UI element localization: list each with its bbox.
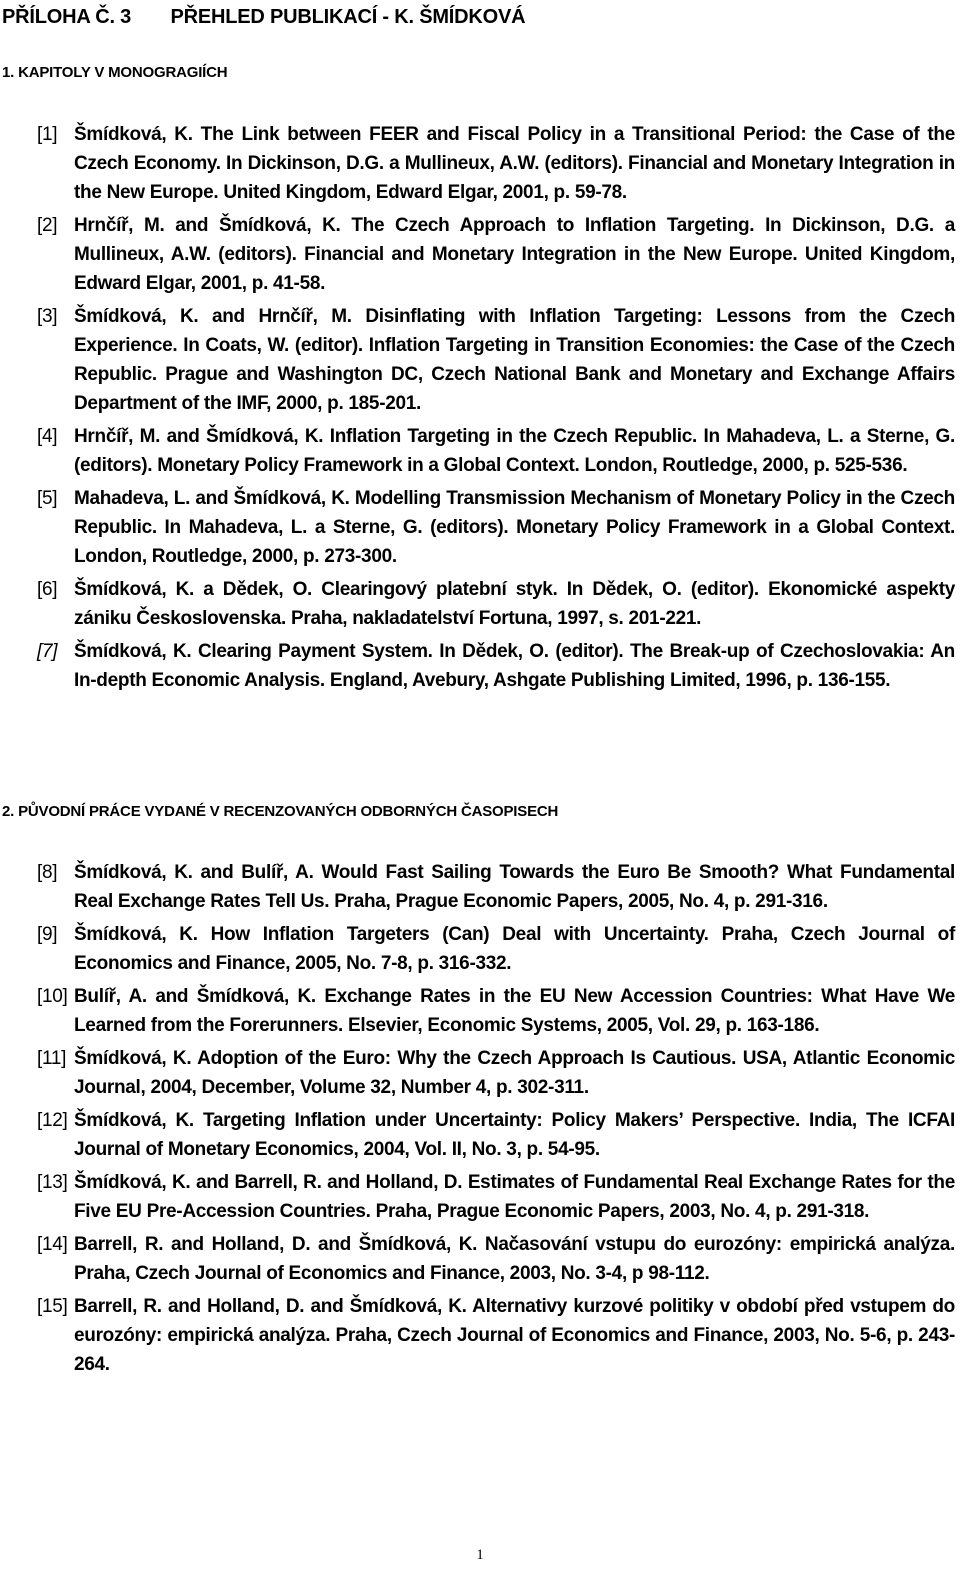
reference-item [0, 302, 960, 418]
reference-item [0, 1292, 960, 1379]
reference-text: Šmídková, K. The Link between FEER and Fiscal Policy in a Transitional Period: the Case of the Czech Economy. In Dickinson, D.G. a Mullineux, A.W. (editors). Financial and Monetary Integration in the New Europe. United Kingdom, Edward Elgar, 2001, p. 59-78. [74, 124, 955, 203]
reference-item [0, 211, 960, 298]
reference-text: Barrell, R. and Holland, D. and Šmídková, K. Načasování vstupu do eurozóny: empirická analýza. Praha, Czech Journal of Economics and Finance, 2003, No. 3-4, p 98-112. [74, 1234, 955, 1284]
reference-item [0, 1230, 960, 1288]
reference-item [0, 982, 960, 1040]
page-number: 1 [476, 1547, 484, 1563]
reference-number: [9] [37, 924, 58, 945]
reference-text: Šmídková, K. and Barrell, R. and Holland, D. Estimates of Fundamental Real Exchange Rates for the Five EU Pre-Accession Countries. Praha, Prague Economic Papers, 2003, No. 4, p. 291-318. [74, 1172, 955, 1222]
reference-item [0, 1168, 960, 1226]
reference-number: [3] [37, 306, 58, 327]
reference-number: [2] [37, 215, 58, 236]
reference-number: [6] [37, 579, 58, 600]
reference-item [0, 637, 960, 695]
reference-text: Šmídková, K. How Inflation Targeters (Can) Deal with Uncertainty. Praha, Czech Journal of Economics and Finance, 2005, No. 7-8, p. 316-332. [74, 924, 955, 974]
reference-text: Šmídková, K. and Hrnčíř, M. Disinflating with Inflation Targeting: Lessons from the Czech Experience. In Coats, W. (editor). Inflation Targeting in Transition Economies: the Case of the Czech Republic. Prague and Washington DC, Czech National Bank and Monetary and Exchange Affairs Department of the IMF, 2000, p. 185-201. [74, 306, 955, 414]
reference-item [0, 920, 960, 978]
reference-item [0, 484, 960, 571]
reference-text: Hrnčíř, M. and Šmídková, K. Inflation Targeting in the Czech Republic. In Mahadeva, L. a Sterne, G. (editors). Monetary Policy Framework in a Global Context. London, Routledge, 2000, p. 525-536. [74, 426, 955, 476]
reference-number: [10] [37, 986, 68, 1007]
reference-item [0, 1106, 960, 1164]
page-title: PŘEHLED PUBLIKACÍ - K. ŠMÍDKOVÁ [170, 6, 526, 28]
annex-label: PŘÍLOHA Č. 3 [2, 6, 132, 28]
reference-text: Bulíř, A. and Šmídková, K. Exchange Rates in the EU New Accession Countries: What Have We Learned from the Forerunners. Elsevier, Economic Systems, 2005, Vol. 29, p. 163-186. [74, 986, 955, 1036]
reference-item [0, 1044, 960, 1102]
reference-number: [1] [37, 124, 58, 145]
reference-text: Šmídková, K. Targeting Inflation under Uncertainty: Policy Makers’ Perspective. India, The ICFAI Journal of Monetary Economics, 2004, Vol. II, No. 3, p. 54-95. [74, 1110, 955, 1160]
reference-text: Šmídková, K. Clearing Payment System. In Dědek, O. (editor). The Break-up of Czechoslovakia: An In-depth Economic Analysis. England, Avebury, Ashgate Publishing Limited, 1996, p. 136-155. [74, 641, 955, 691]
reference-number: [4] [37, 426, 58, 447]
reference-number: [11] [37, 1048, 67, 1069]
reference-text: Hrnčíř, M. and Šmídková, K. The Czech Approach to Inflation Targeting. In Dickinson, D.G. a Mullineux, A.W. (editors). Financial and Monetary Integration in the New Europe. United Kingdom, Edward Elgar, 2001, p. 41-58. [74, 215, 955, 294]
reference-text: Barrell, R. and Holland, D. and Šmídková, K. Alternativy kurzové politiky v období před vstupem do eurozóny: empirická analýza. Praha, Czech Journal of Economics and Finance, 2003, No. 5-6, p. 243-264. [74, 1296, 955, 1375]
reference-number: [8] [37, 862, 58, 883]
reference-number: [7] [37, 641, 58, 662]
reference-text: Šmídková, K. and Bulíř, A. Would Fast Sailing Towards the Euro Be Smooth? What Fundamental Real Exchange Rates Tell Us. Praha, Prague Economic Papers, 2005, No. 4, p. 291-316. [74, 862, 955, 912]
reference-text: Šmídková, K. a Dědek, O. Clearingový platební styk. In Dědek, O. (editor). Ekonomické aspekty zániku Československa. Praha, nakladatelství Fortuna, 1997, s. 201-221. [74, 579, 955, 629]
reference-number: [5] [37, 488, 58, 509]
reference-number: [12] [37, 1110, 68, 1131]
reference-list [0, 858, 960, 1383]
reference-list [0, 120, 960, 699]
reference-item [0, 120, 960, 207]
reference-number: [15] [37, 1296, 68, 1317]
section-title: 1. KAPITOLY V MONOGRAGIÍCH [2, 64, 228, 81]
page-header [2, 6, 525, 29]
reference-number: [14] [37, 1234, 68, 1255]
section-title: 2. PŮVODNÍ PRÁCE VYDANÉ V RECENZOVANÝCH ODBORNÝCH ČASOPISECH [2, 803, 559, 820]
reference-number: [13] [37, 1172, 68, 1193]
reference-item [0, 422, 960, 480]
reference-item [0, 575, 960, 633]
reference-text: Šmídková, K. Adoption of the Euro: Why the Czech Approach Is Cautious. USA, Atlantic Economic Journal, 2004, December, Volume 32, Number 4, p. 302-311. [74, 1048, 955, 1098]
reference-item [0, 858, 960, 916]
reference-text: Mahadeva, L. and Šmídková, K. Modelling Transmission Mechanism of Monetary Policy in the Czech Republic. In Mahadeva, L. a Sterne, G. (editors). Monetary Policy Framework in a Global Context. London, Routledge, 2000, p. 273-300. [74, 488, 955, 567]
